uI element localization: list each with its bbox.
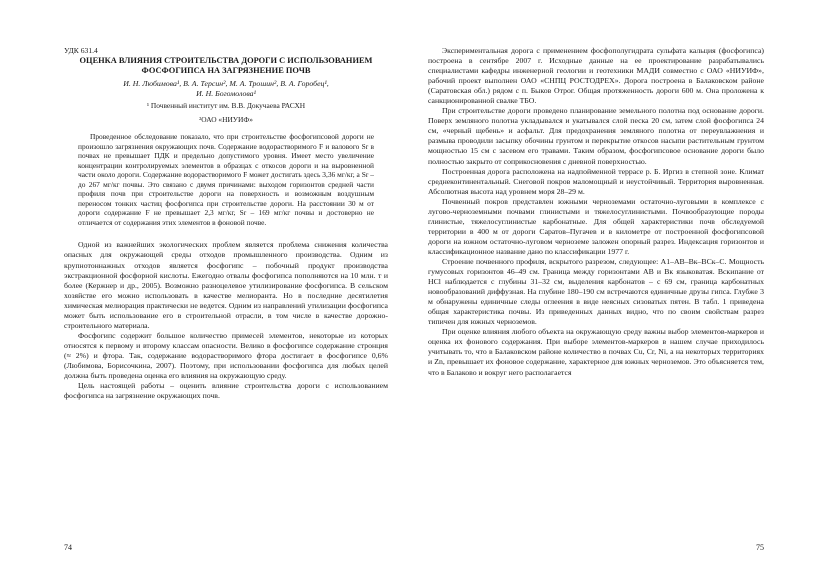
body-paragraph: Фосфогипс содержит большое количество примесей элементов, некоторые из которых относятся к первому и второму классам опасности. Велико в фосфогипсе содержание стронция (≈ 2%) и фтора. Так, содержание водорастворимого фтора достигает в фосфогипсе 0,6% (Любимова, Борисочкина, 2007). Поэтому, при использовании фосфогипса для любых целей должна быть проведена оценка его влияния на окружающую среду. [64, 330, 388, 381]
body-paragraph: Почвенный покров представлен южными черноземами остаточно-луговыми в комплексе с лугово-черноземными почвами глинистыми и тяжелосуглинистыми. Почвообразующие породы глинистые, тяжелосуглинистые карбонатные. Для общей характеристики почв обследуемой территории в 400 м от дороги Саратов–Пугачев и в километре от построенной фосфогипсовой дороги на южном остаточно-луговом черноземе заложен опорный разрез. Индексация горизонтов и классификационное название дано по классификации 1977 г. [428, 196, 764, 256]
page-number: 75 [756, 543, 764, 552]
authors-line-2: И. Н. Богомолова¹ [196, 89, 256, 99]
authors [64, 79, 388, 99]
body-paragraph: При оценке влияния любого объекта на окружающую среду важны выбор элементов-маркеров и оценка их фонового содержания. При выборе элементов-маркеров в нашем случае приходилось учитывать то, что в Балаковском районе количество в почвах Cu, Cr, Ni, а на некоторых территориях и Zn, превышает их фоновое содержание, характерное для южных черноземов. Это объясняется тем, что в Балаково и вокруг него располагается [428, 327, 764, 377]
article-title: ОЦЕНКА ВЛИЯНИЯ СТРОИТЕЛЬСТВА ДОРОГИ С ИСПОЛЬЗОВАНИЕМ ФОСФОГИПСА НА ЗАГРЯЗНЕНИЕ ПОЧВ [79, 56, 373, 76]
body-paragraph: При строительстве дороги проведено планирование земельного полотна под основание дороги. Поверх земляного полотна укладывался и укатывался слой песка 20 см, затем слой фосфогипса 24 см, «черный щебень» и асфальт. Для предохранения земляного полотна от переувлажнения и размыва проводили засыпку обочины грунтом и перекрытие откосов насыпи растительным грунтом мощностью 15 см с засевом его травами. Таким образом, фосфогипсовое основание дороги было полностью закрыто от соприкосновения с дневной поверхностью. [428, 106, 764, 166]
right-page [410, 0, 820, 580]
page-number: 74 [64, 543, 72, 552]
body-paragraph: Одной из важнейших экологических проблем является проблема снижения количества опасных для окружающей среды отходов промышленного производства. Одним из крупнотоннажных отходов является фосфогипс – побочный продукт производства экстракционной фосфорной кислоты. Ежегодно отвалы фосфогипса пополняются на 10 млн. т и более (Кержнер и др., 2005). Возможно разноцелевое утилизирование фосфогипса. В сельском хозяйстве его можно использовать в качестве мелиоранта. Но в последние десятилетия химическая мелиорация практически не ведется. Одним из направлений утилизации фосфогипса может быть использование его в строительной отрасли, в том числе в качестве дорожно-строительного материала. [64, 240, 388, 330]
left-body-text [64, 240, 388, 401]
body-paragraph: Строение почвенного профиля, вскрытого разрезом, следующее: А1–АВ–Вк–ВСк–С. Мощность гумусовых горизонтов 46–49 см. Граница между горизонтами АВ и Вк языковатая. Вскипание от HCl наблюдается с глубины 31–32 см, выделения карбонатов – с 69 см, граница карбонатных новообразований диффузная. На глубине 180–190 см встречаются единичные друзы гипса. Глубже 3 м обнаружены единичные следы оглеения в виде неясных сизоватых пятен. В табл. 1 приведена общая характеристика почвы. Из приведенных данных видно, что по своим свойствам разрез типичен для южных черноземов. [428, 256, 764, 327]
body-paragraph: Построенная дорога расположена на надпойменной террасе р. Б. Иргиз в степной зоне. Климат среднеконтинентальный. Снеговой покров маломощный и неустойчивый. Территория выровненная. Абсолютная высота над уровнем моря 28–29 м. [428, 166, 764, 196]
abstract: Проведенное обследование показало, что при строительстве фосфогипсовой дороги не произошло загрязнения окружающих почв. Содержание водорастворимого F и валового Sr в почвах не превышает ПДК и предельно допустимого уровня. Имеет место увеличение концентрации контролируемых элементов в образцах с откосов дороги и на выровненной части около дороги. Содержание водорастворимого F может достигать здесь 3,36 мг/кг, а Sr – до 267 мг/кг почвы. Это связано с двумя причинами: выходом горизонтов средней части профиля почв при строительстве дороги на поверхность и возможным воздушным переносом тонких частиц фосфогипса при строительстве дороги. На расстоянии 30 м от дороги содержание F не превышает 2,3 мг/кг, Sr – 169 мг/кг почвы и достоверно не отличается от содержания этих элементов в фоновой почве. [78, 132, 374, 227]
authors-line-1: И. Н. Любимова¹, В. А. Терсин², М. А. Трошин², В. А. Горобец¹, [123, 79, 329, 89]
body-paragraph: Цель настоящей работы – оценить влияние строительства дороги с использованием фосфогипса на загрязнение окружающих почв. [64, 381, 388, 401]
udk-code: УДК 631.4 [64, 46, 98, 55]
affiliation-2: ²ОАО «НИУИФ» [199, 114, 253, 124]
body-paragraph: Экспериментальная дорога с применением фосфополугидрата сульфата кальция (фосфогипса) построена в сентябре 2007 г. Исходные данные на ее проектирование разрабатывались специалистами кафедры инженерной геологии и геотехники МАДИ совместно с ОАО «НИУИФ», рабочий проект выполнен ОАО «СНПЦ РОСТОДРЕХ». Дорога построена в Балаковском районе (Саратовская обл.) рядом с п. Быков Отрог. Общая протяженность дороги 600 м. Она проложена к санкционированной свалке ТБО. [428, 46, 764, 106]
right-body-text [428, 46, 764, 378]
affiliation-1: ¹ Почвенный институт им. В.В. Докучаева РАСХН [146, 101, 306, 111]
